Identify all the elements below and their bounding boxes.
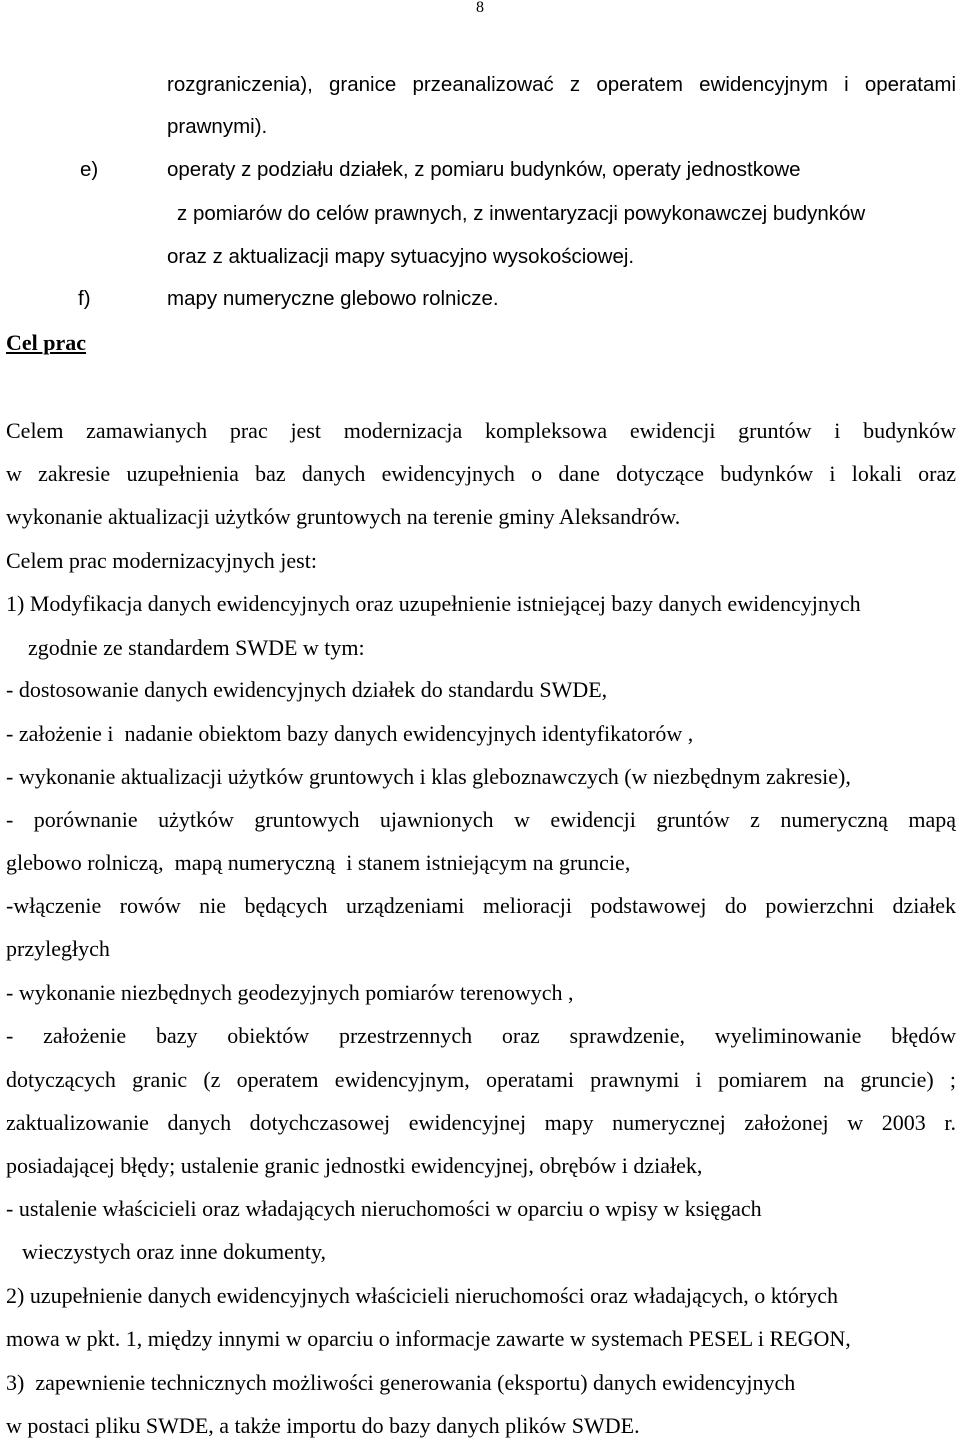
page-number: 8 <box>476 0 484 16</box>
body-line: - wykonanie niezbędnych geodezyjnych pomiarów terenowych , <box>6 980 574 1005</box>
list-item-f-line: mapy numeryczne glebowo rolnicze. <box>167 287 499 310</box>
body-line: - ustalenie właścicieli oraz władających nieruchomości w oparciu o wpisy w księgach <box>6 1196 762 1221</box>
list-item-e-line: oraz z aktualizacji mapy sytuacyjno wysokościowej. <box>167 245 635 268</box>
body-line: w postaci pliku SWDE, a także importu do bazy danych plików SWDE. <box>6 1413 640 1438</box>
list-continuation-line: rozgraniczenia), granice przeanalizować z operatem ewidencyjnym i operatami <box>167 73 956 96</box>
body-line: -włączenie rowów nie będących urządzeniami melioracji podstawowej do powierzchni działek <box>6 893 956 918</box>
body-line: 3) zapewnienie technicznych możliwości generowania (eksportu) danych ewidencyjnych <box>6 1370 796 1395</box>
body-line: posiadającej błędy; ustalenie granic jednostki ewidencyjnej, obrębów i działek, <box>6 1153 703 1178</box>
list-marker-f: f) <box>78 287 91 310</box>
body-line: przyległych <box>6 936 110 961</box>
body-line: Celem zamawianych prac jest modernizacja kompleksowa ewidencji gruntów i budynków <box>6 418 956 443</box>
body-line: - dostosowanie danych ewidencyjnych działek do standardu SWDE, <box>6 677 608 702</box>
list-continuation-line: prawnymi). <box>167 115 268 138</box>
list-item-e-line: operaty z podziału działek, z pomiaru budynków, operaty jednostkowe <box>167 158 801 181</box>
body-line: w zakresie uzupełnienia baz danych ewidencyjnych o dane dotyczące budynków i lokali oraz <box>6 461 956 486</box>
list-marker-e: e) <box>80 158 99 181</box>
body-line: glebowo rolniczą, mapą numeryczną i stanem istniejącym na gruncie, <box>6 850 631 875</box>
body-line: - założenie i nadanie obiektom bazy danych ewidencyjnych identyfikatorów , <box>6 721 694 746</box>
body-line: wieczystych oraz inne dokumenty, <box>22 1239 327 1264</box>
body-line: - założenie bazy obiektów przestrzennych oraz sprawdzenie, wyeliminowanie błędów <box>6 1023 956 1048</box>
body-line: mowa w pkt. 1, między innymi w oparciu o informacje zawarte w systemach PESEL i REGON, <box>6 1326 851 1351</box>
body-line: - wykonanie aktualizacji użytków gruntowych i klas gleboznawczych (w niezbędnym zakresie), <box>6 764 851 789</box>
body-line: 1) Modyfikacja danych ewidencyjnych oraz uzupełnienie istniejącej bazy danych ewidencyjnych <box>6 591 861 616</box>
body-line: Celem prac modernizacyjnych jest: <box>6 548 317 573</box>
body-line: wykonanie aktualizacji użytków gruntowych na terenie gminy Aleksandrów. <box>6 504 681 529</box>
body-line: zaktualizowanie danych dotychczasowej ewidencyjnej mapy numerycznej założonej w 2003 r. <box>6 1110 956 1135</box>
body-line: dotyczących granic (z operatem ewidencyjnym, operatami prawnymi i pomiarem na gruncie) ; <box>6 1067 956 1092</box>
body-line: - porównanie użytków gruntowych ujawnionych w ewidencji gruntów z numeryczną mapą <box>6 807 956 832</box>
list-item-e-line: z pomiarów do celów prawnych, z inwentaryzacji powykonawczej budynków <box>177 202 866 225</box>
body-line: zgodnie ze standardem SWDE w tym: <box>28 635 365 660</box>
section-heading: Cel prac <box>6 330 87 355</box>
body-line: 2) uzupełnienie danych ewidencyjnych właścicieli nieruchomości oraz władających, o których <box>6 1283 839 1308</box>
